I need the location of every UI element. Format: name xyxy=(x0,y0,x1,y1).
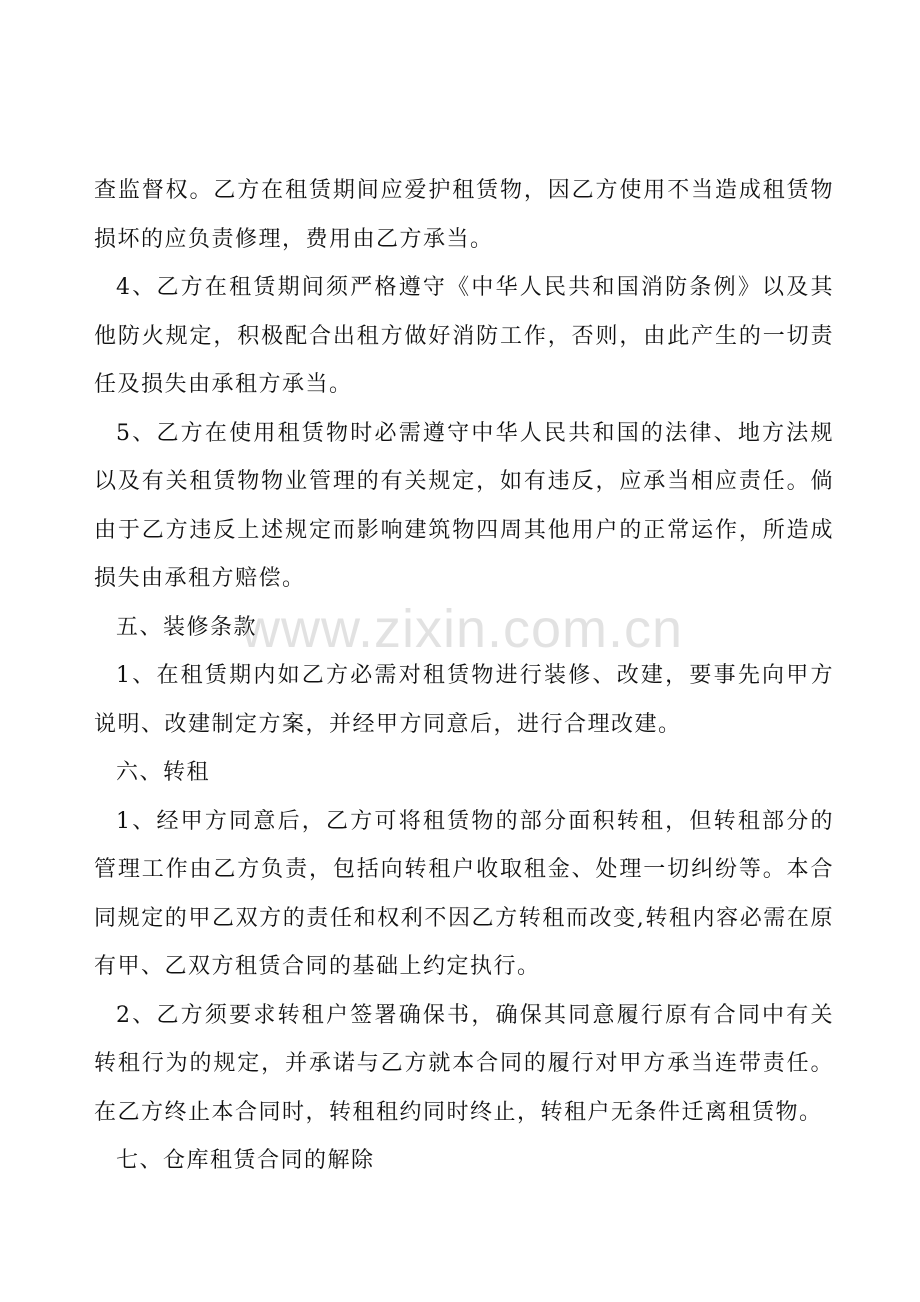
section-heading-renovation: 五、装修条款 xyxy=(116,614,258,640)
section-heading-sublease: 六、转租 xyxy=(116,760,211,785)
document-body xyxy=(94,167,834,1186)
paragraph-sublease-1: 1、经甲方同意后，乙方可将租赁物的部分面积转租，但转租部分的管理工作由乙方负责，包括向转租户收取租金、处理一切纠纷等。本合同规定的甲乙双方的责任和权利不因乙方转租而改变,转租内容必需在原有甲、乙双方租赁合同的基础上约定执行。 xyxy=(94,808,834,979)
paragraph-renovation-1: 1、在租赁期内如乙方必需对租赁物进行装修、改建，要事先向甲方说明、改建制定方案，并经甲方同意后，进行合理改建。 xyxy=(94,663,834,737)
paragraph-clause-5: 5、乙方在使用租赁物时必需遵守中华人民共和国的法律、地方法规以及有关租赁物物业管理的有关规定，如有违反，应承当相应责任。倘由于乙方违反上述规定而影响建筑物四周其他用户的正常运作，所造成损失由承租方赔偿。 xyxy=(94,420,834,591)
paragraph-sublease-2: 2、乙方须要求转租户签署确保书，确保其同意履行原有合同中有关转租行为的规定，并承诺与乙方就本合同的履行对甲方承当连带责任。在乙方终止本合同时，转租租约同时终止，转租户无条件迁离租赁物。 xyxy=(94,1002,834,1125)
paragraph-clause-4: 4、乙方在租赁期间须严格遵守《中华人民共和国消防条例》以及其他防火规定，积极配合出租方做好消防工作，否则，由此产生的一切责任及损失由承租方承当。 xyxy=(94,275,834,397)
watermark: www.zixin.com.cn xyxy=(240,599,684,659)
section-heading-termination: 七、仓库租赁合同的解除 xyxy=(116,1148,375,1173)
paragraph-continuation: 查监督权。乙方在租赁期间应爱护租赁物，因乙方使用不当造成租赁物损坏的应负责修理，费用由乙方承当。 xyxy=(94,178,834,252)
